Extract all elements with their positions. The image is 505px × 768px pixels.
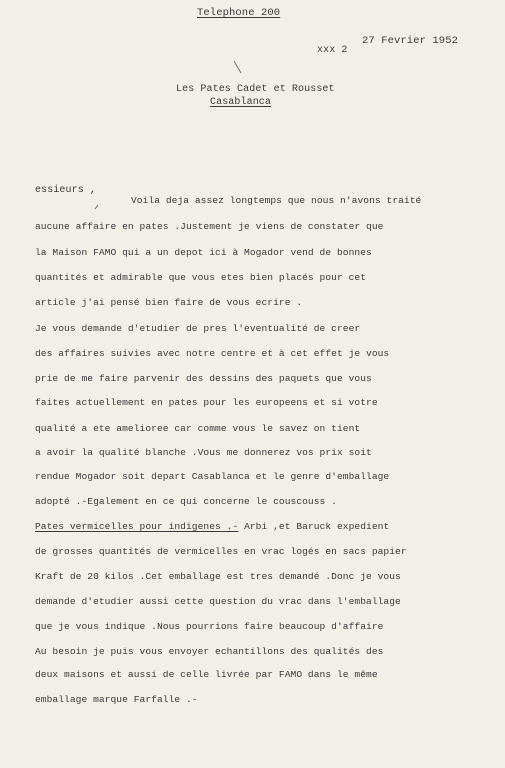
body-line: adopté .-Egalement en ce qui concerne le couscouss . bbox=[35, 496, 337, 507]
recipient-name: Les Pates Cadet et Rousset bbox=[176, 84, 335, 95]
body-line: prie de me faire parvenir des dessins des paquets que vous bbox=[35, 373, 372, 384]
body-line: demande d'etudier aussi cette question du vrac dans l'emballage bbox=[35, 596, 401, 607]
body-line: de grosses quantités de vermicelles en vrac logés en sacs papier bbox=[35, 546, 407, 557]
body-line: aucune affaire en pates .Justement je viens de constater que bbox=[35, 221, 384, 232]
pen-slash-mark bbox=[233, 60, 243, 74]
body-line: des affaires suivies avec notre centre et à cet effet je vous bbox=[35, 348, 390, 359]
body-line: rendue Mogador soit depart Casablanca et le genre d'emballage bbox=[35, 471, 390, 482]
header-date: 27 Fevrier 1952 bbox=[362, 35, 459, 47]
body-line: Voila deja assez longtemps que nous n'avons traité bbox=[131, 195, 422, 206]
header-reference: xxx 2 bbox=[317, 45, 348, 56]
body-line: Au besoin je puis vous envoyer echantillons des qualités des bbox=[35, 646, 384, 657]
recipient-city: Casablanca bbox=[210, 97, 272, 108]
body-line: deux maisons et aussi de celle livrée par FAMO dans le même bbox=[35, 669, 378, 680]
salutation: essieurs , bbox=[35, 185, 97, 196]
body-line: emballage marque Farfalle .- bbox=[35, 694, 198, 705]
body-line: Kraft de 20 kilos .Cet emballage est tres demandé .Donc je vous bbox=[35, 571, 401, 582]
body-line: la Maison FAMO qui a un depot ici à Mogador vend de bonnes bbox=[35, 247, 372, 258]
body-line: quantités et admirable que vous etes bien placés pour cet bbox=[35, 272, 367, 283]
body-line: faites actuellement en pates pour les europeens et si votre bbox=[35, 397, 378, 408]
header-phone: Telephone 200 bbox=[197, 7, 281, 19]
body-line bbox=[35, 521, 389, 532]
body-line: que je vous indique .Nous pourrions faire beaucoup d'affaire bbox=[35, 621, 384, 632]
body-line-rest: Arbi ,et Baruck expedient bbox=[238, 521, 390, 532]
pen-tick-mark bbox=[94, 204, 100, 210]
body-line: qualité a ete amelioree car comme vous le savez on tient bbox=[35, 423, 361, 434]
body-line: Je vous demande d'etudier de pres l'eventualité de creer bbox=[35, 323, 361, 334]
section-heading: Pates vermicelles pour indigenes .- bbox=[35, 521, 239, 532]
body-line: a avoir la qualité blanche .Vous me donnerez vos prix soit bbox=[35, 447, 372, 458]
body-line: article j'ai pensé bien faire de vous ecrire . bbox=[35, 297, 303, 308]
